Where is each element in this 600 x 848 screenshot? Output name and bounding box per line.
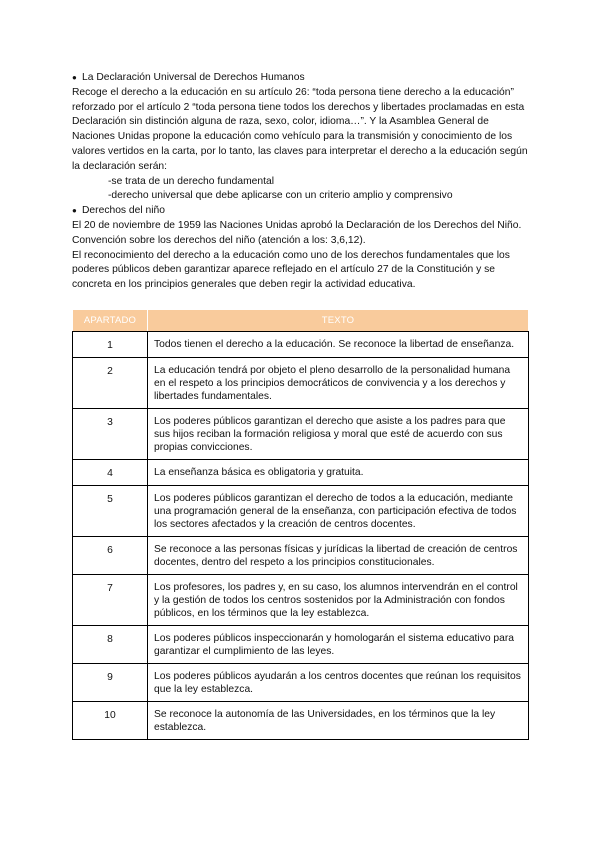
document-intro [72, 71, 528, 293]
row-number: 2 [73, 358, 148, 409]
list-item-derecho-fundamental: -se trata de un derecho fundamental [108, 175, 275, 187]
paragraph-constitucion: El reconocimiento del derecho a la educación como uno de los derechos fundamentales que los poderes públicos deben garantizar aparece reflejado en el artículo 27 de la Constitución y se concreta en los principios generales que deben regir la actividad educativa. [72, 249, 510, 291]
row-text: Se reconoce a las personas físicas y jurídicas la libertad de creación de centros docentes, dentro del respeto a los principios constitucionales. [148, 537, 529, 575]
articulo-27-table [72, 309, 529, 740]
row-text: Todos tienen el derecho a la educación. Se reconoce la libertad de enseñanza. [148, 332, 529, 358]
bullet-icon: ● [72, 73, 77, 82]
table-row [73, 409, 529, 460]
header-apartado: APARTADO [73, 310, 148, 332]
table-row [73, 702, 529, 740]
table-row [73, 626, 529, 664]
header-texto: TEXTO [148, 310, 529, 332]
row-number: 5 [73, 486, 148, 537]
heading-derechos-nino: ● Derechos del niño [72, 204, 528, 219]
row-text: La enseñanza básica es obligatoria y gratuita. [148, 460, 529, 486]
table-row [73, 332, 529, 358]
table-header-row [73, 310, 529, 332]
row-number: 3 [73, 409, 148, 460]
row-text: Los poderes públicos garantizan el derecho que asiste a los padres para que sus hijos reciban la formación religiosa y moral que esté de acuerdo con sus propias convicciones. [148, 409, 529, 460]
table-row [73, 537, 529, 575]
row-number: 9 [73, 664, 148, 702]
row-number: 4 [73, 460, 148, 486]
row-number: 10 [73, 702, 148, 740]
row-text: La educación tendrá por objeto el pleno desarrollo de la personalidad humana en el respeto a los principios democráticos de convivencia y a los derechos y libertades fundamentales. [148, 358, 529, 409]
table-row [73, 664, 529, 702]
table-row [73, 575, 529, 626]
row-text: Se reconoce la autonomía de las Universidades, en los términos que la ley establezca. [148, 702, 529, 740]
heading-declaracion: ● La Declaración Universal de Derechos Humanos [72, 71, 528, 86]
row-text: Los profesores, los padres y, en su caso, los alumnos intervendrán en el control y la gestión de todos los centros sostenidos por la Administración con fondos públicos, en los términos que la ley establezca. [148, 575, 529, 626]
row-number: 1 [73, 332, 148, 358]
row-number: 8 [73, 626, 148, 664]
table-row [73, 486, 529, 537]
paragraph-derechos-nino: El 20 de noviembre de 1959 las Naciones Unidas aprobó la Declaración de los Derechos del Niño. Convención sobre los derechos del niño (atención a los: 3,6,12). [72, 219, 522, 246]
row-text: Los poderes públicos inspeccionarán y homologarán el sistema educativo para garantizar el cumplimiento de las leyes. [148, 626, 529, 664]
paragraph-declaracion: Recoge el derecho a la educación en su artículo 26: “toda persona tiene derecho a la educación” reforzado por el artículo 2 “toda persona tiene todos los derechos y libertades proclamadas en esta Declaración sin distinción alguna de raza, sexo, color, idioma…”. Y la Asamblea General de Naciones Unidas propone la educación como vehículo para la transmisión y conocimiento de los valores vertidos en la carta, por lo tanto, las claves para interpretar el derecho a la educación según la declaración serán: [72, 86, 528, 172]
row-text: Los poderes públicos garantizan el derecho de todos a la educación, mediante una programación general de la enseñanza, con participación efectiva de todos los sectores afectados y la creación de centros docentes. [148, 486, 529, 537]
bullet-icon: ● [72, 206, 77, 216]
table-row [73, 358, 529, 409]
row-number: 6 [73, 537, 148, 575]
list-item-derecho-universal: -derecho universal que debe aplicarse con un criterio amplio y comprensivo [108, 190, 453, 202]
row-text: Los poderes públicos ayudarán a los centros docentes que reúnan los requisitos que la ley establezca. [148, 664, 529, 702]
row-number: 7 [73, 575, 148, 626]
table-row [73, 460, 529, 486]
